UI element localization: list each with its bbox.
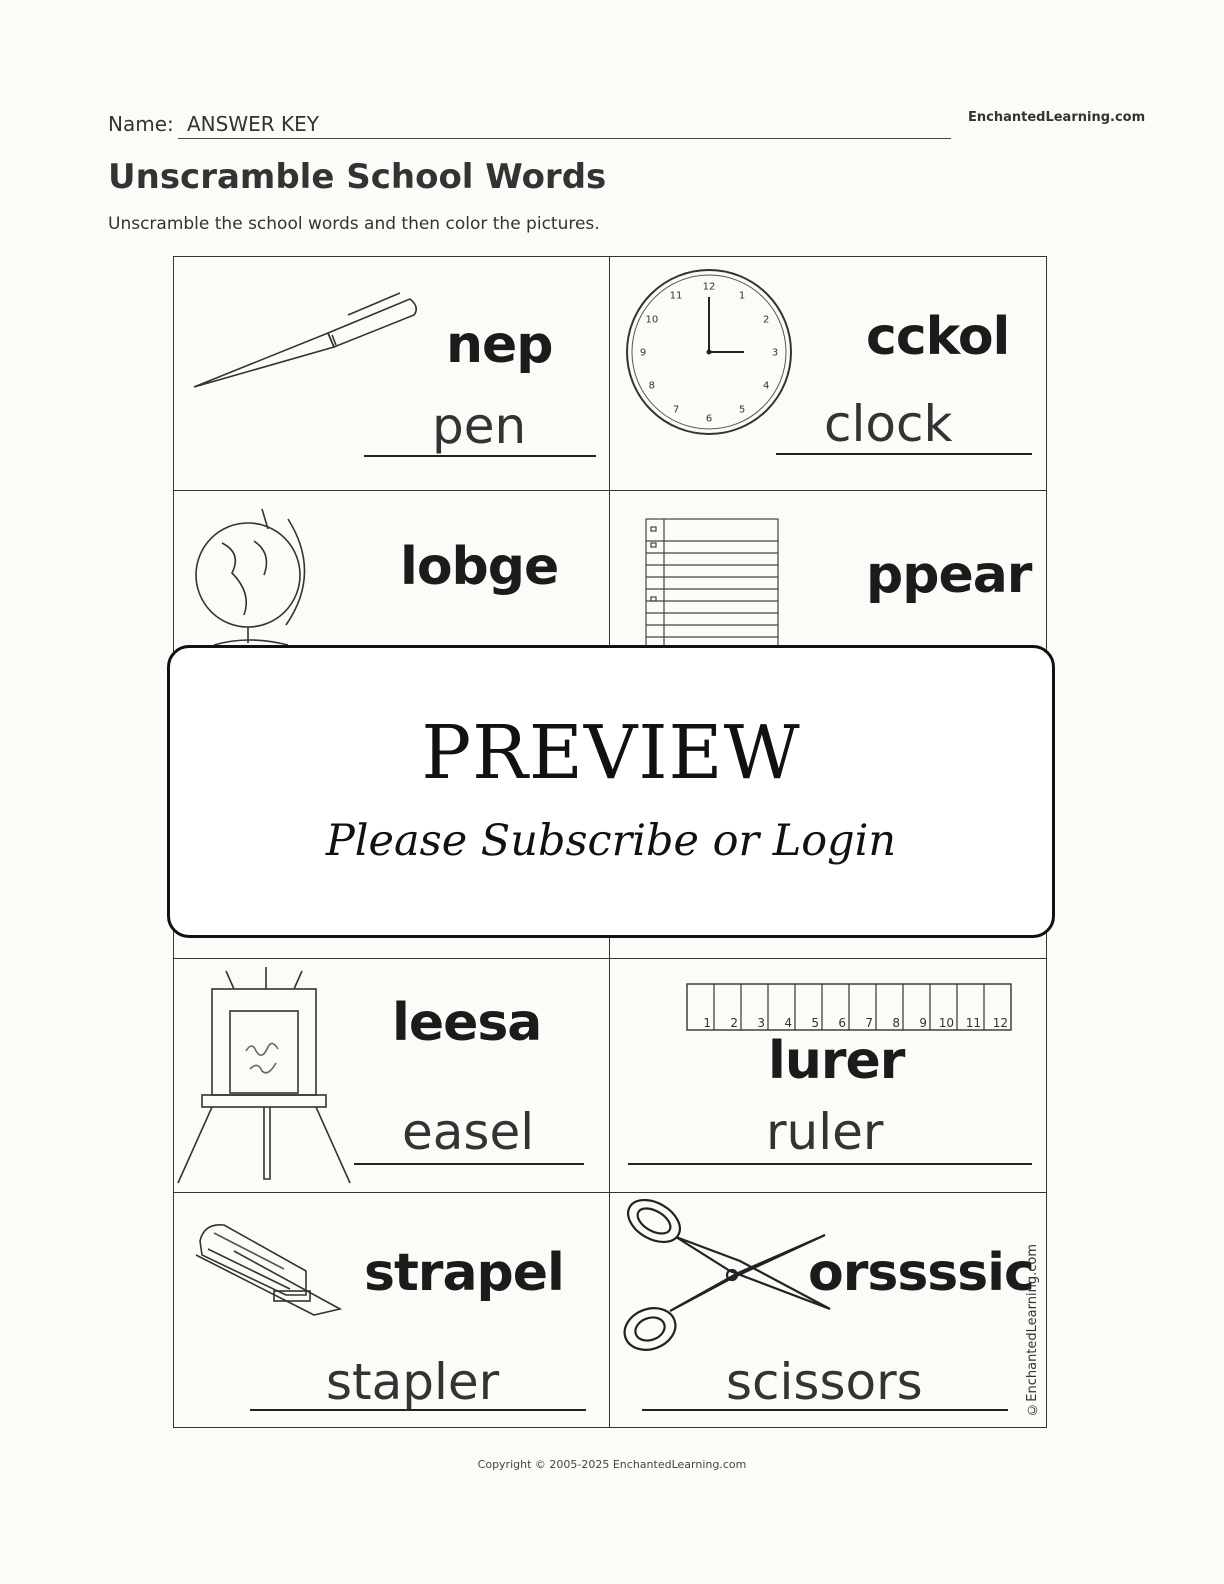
ruler-number: 3 bbox=[757, 1016, 765, 1030]
page-title: Unscramble School Words bbox=[108, 157, 607, 197]
answer-word: clock bbox=[824, 395, 953, 453]
cell-easel bbox=[174, 959, 610, 1193]
name-label: Name: bbox=[108, 112, 174, 136]
globe-icon bbox=[192, 503, 322, 653]
answer-line bbox=[628, 1163, 1032, 1165]
scissors-icon bbox=[620, 1199, 835, 1359]
scrambled-word: ppear bbox=[866, 545, 1032, 605]
answer-line bbox=[354, 1163, 584, 1165]
answer-word: ruler bbox=[766, 1103, 884, 1161]
scrambled-word: strapel bbox=[364, 1243, 564, 1303]
preview-overlay[interactable] bbox=[167, 645, 1055, 938]
ruler-number: 7 bbox=[865, 1016, 873, 1030]
answer-line bbox=[642, 1409, 1008, 1411]
cell-clock bbox=[610, 257, 1046, 491]
clock-numeral: 5 bbox=[738, 404, 746, 416]
scrambled-word: leesa bbox=[392, 993, 542, 1053]
cell-ruler bbox=[610, 959, 1046, 1193]
site-name: EnchantedLearning.com bbox=[968, 110, 1146, 125]
answer-line bbox=[364, 455, 596, 457]
scrambled-word: cckol bbox=[866, 307, 1010, 367]
ruler-number: 8 bbox=[892, 1016, 900, 1030]
name-line bbox=[178, 138, 951, 139]
cell-pen bbox=[174, 257, 610, 491]
easel-icon bbox=[174, 961, 359, 1185]
clock-numeral: 12 bbox=[702, 281, 716, 293]
scrambled-word: nep bbox=[446, 315, 553, 375]
ruler-number: 6 bbox=[838, 1016, 846, 1030]
subscribe-login-link[interactable]: Please Subscribe or Login bbox=[325, 816, 897, 866]
answer-word: pen bbox=[432, 397, 527, 455]
answer-word: stapler bbox=[326, 1353, 500, 1411]
cell-stapler bbox=[174, 1193, 610, 1427]
clock-icon bbox=[624, 267, 794, 437]
clock-numeral: 6 bbox=[705, 413, 713, 425]
clock-numeral: 4 bbox=[762, 380, 770, 392]
cell-scissors bbox=[610, 1193, 1046, 1427]
stapler-icon bbox=[194, 1211, 344, 1321]
scrambled-word: lobge bbox=[400, 537, 559, 597]
scrambled-word: lurer bbox=[768, 1031, 905, 1091]
answer-line bbox=[776, 453, 1032, 455]
clock-numeral: 1 bbox=[738, 290, 746, 302]
answer-line bbox=[250, 1409, 586, 1411]
ruler-number: 11 bbox=[965, 1016, 981, 1030]
ruler-number: 10 bbox=[938, 1016, 954, 1030]
answer-word: easel bbox=[402, 1103, 535, 1161]
clock-numeral: 8 bbox=[648, 380, 656, 392]
clock-numeral: 10 bbox=[645, 314, 659, 326]
name-value: ANSWER KEY bbox=[187, 112, 319, 136]
ruler-number: 12 bbox=[992, 1016, 1008, 1030]
ruler-number: 1 bbox=[703, 1016, 711, 1030]
clock-numeral: 7 bbox=[672, 404, 680, 416]
copyright: Copyright © 2005-2025 EnchantedLearning.com bbox=[477, 1458, 747, 1471]
ruler-number: 2 bbox=[730, 1016, 738, 1030]
ruler-number: 4 bbox=[784, 1016, 792, 1030]
clock-numeral: 2 bbox=[762, 314, 770, 326]
clock-numeral: 3 bbox=[771, 347, 779, 359]
ruler-icon bbox=[686, 983, 1016, 1033]
instructions: Unscramble the school words and then color the pictures. bbox=[108, 214, 600, 234]
ruler-number: 9 bbox=[919, 1016, 927, 1030]
scrambled-word: orssssic bbox=[808, 1243, 1034, 1303]
preview-title: PREVIEW bbox=[421, 710, 801, 796]
clock-numeral: 9 bbox=[639, 347, 647, 359]
paper-icon bbox=[644, 517, 780, 647]
vertical-credit: ©EnchantedLearning.com bbox=[1025, 1244, 1040, 1417]
clock-numeral: 11 bbox=[669, 290, 683, 302]
answer-word: scissors bbox=[726, 1353, 923, 1411]
pen-icon bbox=[188, 275, 418, 395]
ruler-number: 5 bbox=[811, 1016, 819, 1030]
